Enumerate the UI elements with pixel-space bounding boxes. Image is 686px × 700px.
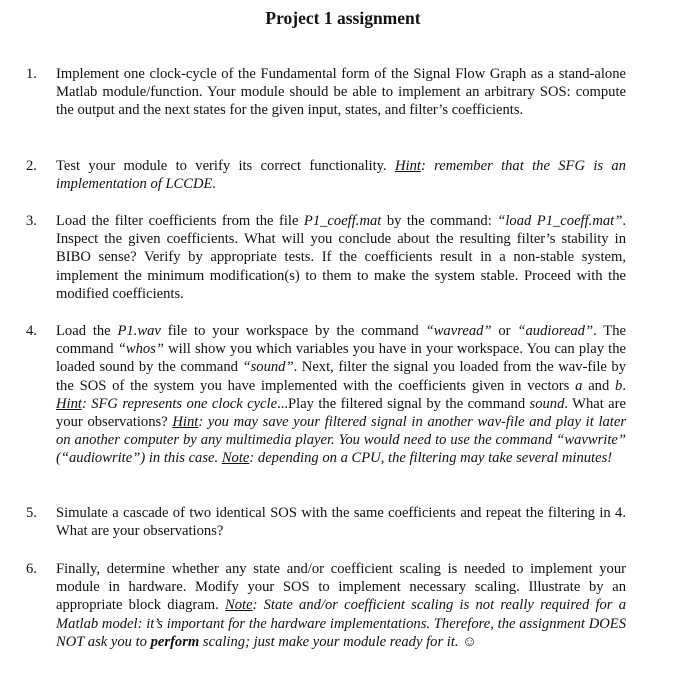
item-text-part: or [491,323,518,339]
list-item [26,212,626,303]
item-text-part: Test your module to verify its correct functionality. [56,158,395,174]
list-item [26,322,626,468]
vector-name: a [575,377,583,394]
item-text [56,504,626,540]
hint-label: Hint [56,395,82,412]
vector-name: b [615,377,623,394]
command: “sound” [242,359,294,376]
item-number: 6. [26,561,37,577]
item-text-part: Finally, determine whether any state and/or coefficient scaling is needed to implement your module in hardware. Modify your SOS to implement necessary scaling. Illustrate by an appropriate block diagram. [56,561,626,614]
filename: P1_coeff.mat [303,213,382,229]
list-item [26,504,626,540]
note-text: : State and/or coefficient scaling is not really required for a Matlab model: it’s important for the hardware implementations. Therefore, the assignment DOES NOT ask you to [56,597,626,650]
hint-text: : SFG represents one clock cycle [81,395,278,412]
list-item [26,157,626,193]
command: sound [529,395,565,412]
item-text-part: . What are your observations? [56,395,626,431]
item-number: 1. [26,66,37,82]
item-text [56,560,626,651]
emphasis: perform [150,633,200,650]
item-text-part: . Inspect the given coefficients. What will you conclude about the resulting filter’s stability in BIBO sense? Verify by appropriate tests. If the coefficients result in a non-stable system, implement the minimum modification(s) to them to make the system stable. Proceed with the modified coefficients. [56,213,626,302]
note-text: scaling; just make your module ready for it. ☺ [199,633,478,650]
command: “audioread” [517,323,594,339]
note-text: : depending on a CPU, the filtering may take several minutes! [249,450,613,467]
item-text-part: by the command: [381,213,498,229]
hint-label: Hint [394,158,421,174]
item-text-part: Simulate a cascade of two identical SOS with the same coefficients and repeat the filtering in 4. What are your observations? [56,505,626,540]
item-text-part: Load the filter coefficients from the file [56,213,304,229]
hint-text: : remember that the SFG is an implementation of LCCDE. [56,158,626,193]
list-item [26,65,626,120]
item-text-part: Implement one clock-cycle of the Fundamental form of the Signal Flow Graph as a stand-alone Matlab module/function. Your module should be able to implement an arbitrary SOS: compute the output and the next states for the given input, states, and filter’s coefficients. [56,66,626,119]
item-number: 4. [26,323,37,339]
page-title: Project 1 assignment [265,8,421,28]
command: “wavread” [425,323,492,339]
item-text-part: will show you which variables you have in your workspace. You can play the loaded sound by the command [56,341,626,376]
item-text-part: . Next, filter the signal you loaded from the wav-file by the SOS of the system you have implemented with the coefficients given in vectors [56,359,626,394]
hint-label: Hint [172,414,199,431]
hint-text: : you may save your filtered signal in another wav-file and play it later on another computer by any multimedia player. You would need to use the command “wavwrite” (“audiowrite”) in this case. [56,414,627,467]
item-text [56,322,626,468]
item-text [56,65,626,120]
note-label: Note [221,450,250,467]
item-text [56,212,626,303]
item-number: 3. [26,213,37,229]
item-text-part: . [622,377,626,394]
item-number: 5. [26,505,37,521]
command: “whos” [117,341,164,358]
item-number: 2. [26,158,37,174]
item-text-part: . The command [56,323,626,358]
item-text-part: ...Play the filtered signal by the command [277,395,530,412]
item-text-part: Load the [56,323,118,339]
item-text-part: file to your workspace by the command [160,323,426,339]
filename: P1.wav [117,323,161,339]
command: “load P1_coeff.mat” [497,213,623,229]
item-text [56,157,626,193]
list-item [26,560,626,651]
item-text-part: and [582,377,616,394]
note-label: Note [224,597,253,614]
